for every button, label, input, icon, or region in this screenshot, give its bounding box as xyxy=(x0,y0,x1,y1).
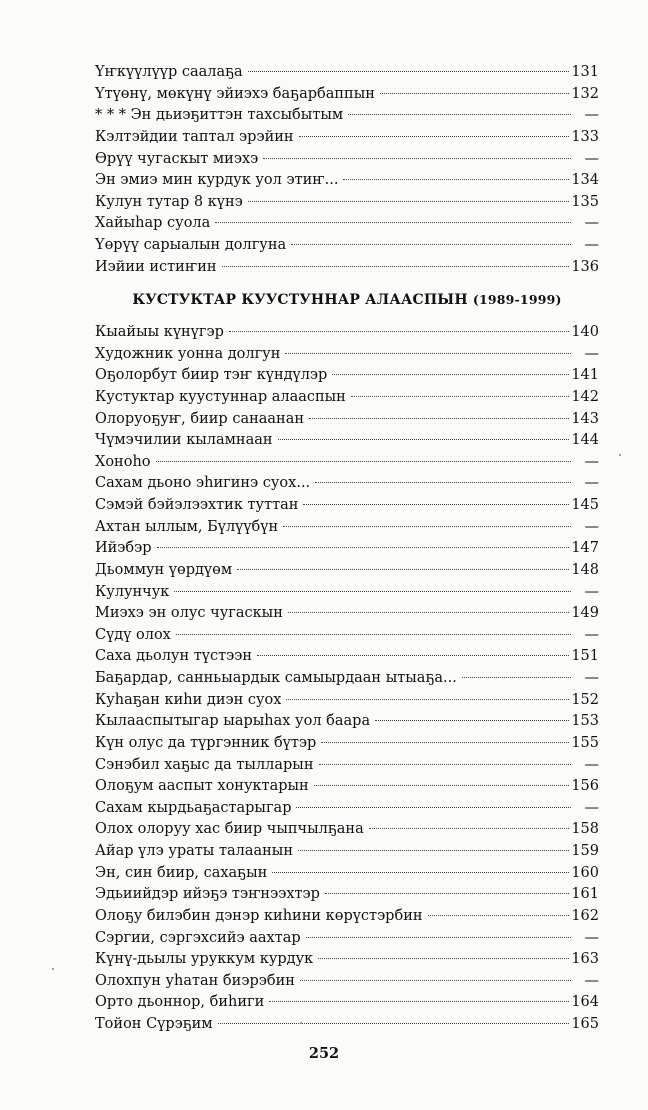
toc-entry-page: 165 xyxy=(571,1016,599,1032)
dot-leader xyxy=(288,612,569,613)
toc-entry xyxy=(95,322,599,344)
toc-list-part-2 xyxy=(95,322,599,1036)
toc-entry-page: 162 xyxy=(571,907,599,924)
toc-entry-title: Хайыһар суола xyxy=(95,215,211,232)
section-years: (1989-1999) xyxy=(472,292,562,307)
toc-entry xyxy=(95,798,599,820)
toc-entry-title: Кэлтэйдии таптал эрэйин xyxy=(95,128,294,145)
toc-entry-title: Сэргии, сэргэхсийэ аахтар xyxy=(95,929,301,946)
toc-entry-title: Күнү-дьылы уруккум курдук xyxy=(95,951,314,968)
page-number: 252 xyxy=(308,1045,340,1062)
dot-leader xyxy=(343,179,569,180)
dot-leader xyxy=(319,764,571,765)
toc-entry xyxy=(95,452,599,474)
dot-leader xyxy=(237,569,569,570)
toc-entry-page: — xyxy=(584,799,599,816)
toc-entry-title: Кустуктар куустуннар алааспын xyxy=(95,388,346,405)
dot-leader xyxy=(269,1001,569,1002)
toc-entry-title: Сахам дьоно эһигинэ суох... xyxy=(95,475,311,492)
toc-entry xyxy=(95,1014,599,1036)
toc-entry-title: Кулунчук xyxy=(95,583,170,600)
dot-leader xyxy=(380,93,569,94)
toc-entry-page: 158 xyxy=(571,821,599,838)
toc-entry-title: Саха дьолун түстээн xyxy=(95,648,253,665)
toc-entry-page: — xyxy=(584,237,599,253)
toc-entry-page: — xyxy=(584,972,599,989)
toc-entry-page: 164 xyxy=(571,994,599,1011)
dot-leader xyxy=(298,850,569,851)
section-title: КУСТУКТАР КУУСТУННАР АЛААСПЫН xyxy=(132,292,468,308)
toc-entry-page: 163 xyxy=(571,951,599,968)
dot-leader xyxy=(351,396,569,397)
toc-entry-title: Эн, син биир, сахаҕын xyxy=(95,864,268,881)
toc-entry-page: 135 xyxy=(571,193,599,210)
dot-leader xyxy=(309,418,569,419)
toc-entry-title: Олоҕум ааспыт хонуктарын xyxy=(95,778,309,795)
dot-leader xyxy=(296,807,571,808)
toc-entry-page: — xyxy=(584,215,599,232)
toc-entry-title: Сэнэбил хаҕыс да тылларын xyxy=(95,756,314,773)
toc-entry-title: * * * Эн дьиэҕиттэн тахсыбытым xyxy=(95,107,344,124)
toc-entry xyxy=(95,992,599,1014)
toc-entry xyxy=(95,668,599,690)
toc-entry xyxy=(95,62,599,84)
dot-leader xyxy=(315,482,571,483)
toc-entry-title: Олохпун уһатан биэрэбин xyxy=(95,972,295,989)
toc-entry xyxy=(95,192,599,214)
toc-entry-title: Үтүөнү, мөкүнү эйиэхэ баҕарбаппын xyxy=(95,85,375,102)
dot-leader xyxy=(375,720,569,721)
toc-entry xyxy=(95,863,599,885)
toc-entry xyxy=(95,819,599,841)
dot-leader xyxy=(321,742,569,743)
scan-speck xyxy=(300,1022,302,1024)
toc-entry-page: 131 xyxy=(571,64,599,80)
toc-entry xyxy=(95,711,599,733)
section-heading xyxy=(95,288,599,312)
toc-entry xyxy=(95,560,599,582)
toc-entry-title: Сэмэй бэйэлээхтик туттан xyxy=(95,497,299,513)
dot-leader xyxy=(348,114,571,115)
toc-entry-page: 141 xyxy=(571,367,599,384)
dot-leader xyxy=(248,71,570,72)
dot-leader xyxy=(156,461,571,462)
toc-entry-page: 147 xyxy=(571,540,599,557)
toc-entry xyxy=(95,105,599,127)
toc-entry-title: Миэхэ эн олус чугаскын xyxy=(95,605,283,622)
toc-entry-title: Дьоммун үөрдүөм xyxy=(95,561,233,578)
toc-entry-page: 136 xyxy=(571,258,599,275)
toc-entry-title: Иэйии истиҥин xyxy=(95,258,217,275)
toc-entry-title: Өрүү чугаскыт миэхэ xyxy=(95,150,259,167)
toc-list-part-1 xyxy=(95,62,599,278)
toc-entry-title: Сүдү олох xyxy=(95,626,171,643)
toc-entry-title: Тойон Сүрэҕим xyxy=(95,1016,213,1032)
toc-entry xyxy=(95,517,599,539)
toc-entry xyxy=(95,387,599,409)
toc-entry xyxy=(95,538,599,560)
toc-entry-page: 140 xyxy=(571,324,599,340)
toc-entry xyxy=(95,755,599,777)
toc-entry xyxy=(95,928,599,950)
toc-entry xyxy=(95,776,599,798)
toc-entry xyxy=(95,257,599,279)
toc-entry-page: 144 xyxy=(571,432,599,449)
dot-leader xyxy=(272,872,569,873)
toc-entry-page: 161 xyxy=(571,886,599,903)
toc-entry-page: — xyxy=(584,756,599,773)
toc-entry xyxy=(95,170,599,192)
toc-entry xyxy=(95,473,599,495)
toc-entry-page: — xyxy=(584,475,599,492)
toc-entry xyxy=(95,690,599,712)
dot-leader xyxy=(278,439,570,440)
toc-entry-page: 145 xyxy=(571,497,599,513)
toc-entry-page: — xyxy=(584,150,599,167)
toc-entry-title: Олох олоруу хас биир чыпчылҕана xyxy=(95,821,364,838)
toc-entry-title: Олоруоҕуҥ, биир санаанан xyxy=(95,410,305,427)
toc-entry-page: — xyxy=(584,929,599,946)
toc-entry xyxy=(95,213,599,235)
toc-entry xyxy=(95,430,599,452)
toc-entry xyxy=(95,971,599,993)
toc-entry xyxy=(95,127,599,149)
toc-entry-title: Куһаҕан киһи диэн суох xyxy=(95,691,282,708)
toc-entry-page: 132 xyxy=(571,85,599,102)
dot-leader xyxy=(286,699,569,700)
dot-leader xyxy=(157,547,570,548)
dot-leader xyxy=(283,526,571,527)
toc-entry-title: Хоноһо xyxy=(95,453,151,470)
toc-entry-page: — xyxy=(584,626,599,643)
toc-entry-page: 149 xyxy=(571,605,599,622)
dot-leader xyxy=(263,158,571,159)
toc-entry xyxy=(95,603,599,625)
toc-entry-page: 156 xyxy=(571,778,599,795)
toc-entry-page: 133 xyxy=(571,128,599,145)
toc-entry-page: 148 xyxy=(571,561,599,578)
dot-leader xyxy=(215,222,571,223)
dot-leader xyxy=(314,785,570,786)
toc-entry-page: 142 xyxy=(571,388,599,405)
toc-entry-page: — xyxy=(584,518,599,535)
toc-entry-page: 152 xyxy=(571,691,599,708)
toc-entry-title: Сахам кырдьаҕастарыгар xyxy=(95,799,292,816)
toc-entry xyxy=(95,646,599,668)
dot-leader xyxy=(218,1023,570,1024)
toc-entry-page: 155 xyxy=(571,734,599,751)
toc-entry xyxy=(95,841,599,863)
scan-speck xyxy=(52,968,54,970)
toc-entry-page: — xyxy=(584,670,599,686)
toc-entry-title: Баҕардар, санньыардык самыырдаан ытыаҕа... xyxy=(95,670,457,686)
toc-entry-page: 143 xyxy=(571,410,599,427)
toc-entry-page: — xyxy=(584,345,599,362)
toc-entry-title: Чүмэчилии кыламнаан xyxy=(95,432,273,449)
toc-entry-page: — xyxy=(584,107,599,124)
toc-entry xyxy=(95,733,599,755)
toc-entry xyxy=(95,84,599,106)
toc-entry-title: Кулун тутар 8 күнэ xyxy=(95,193,243,210)
dot-leader xyxy=(285,353,571,354)
toc-entry-title: Олоҕу билэбин дэнэр киһини көрүстэрбин xyxy=(95,907,423,924)
dot-leader xyxy=(303,504,569,505)
toc-entry-title: Оҕолорбут биир тэҥ күндүлэр xyxy=(95,367,328,384)
toc-entry xyxy=(95,235,599,257)
toc-entry-page: 159 xyxy=(571,843,599,859)
toc-entry xyxy=(95,409,599,431)
dot-leader xyxy=(462,677,571,678)
toc-entry xyxy=(95,582,599,604)
dot-leader xyxy=(291,244,571,245)
toc-entry-page: 153 xyxy=(571,713,599,730)
dot-leader xyxy=(428,915,570,916)
toc-entry xyxy=(95,625,599,647)
toc-entry-title: Күн олус да түргэнник бүтэр xyxy=(95,734,317,751)
toc-entry-page: — xyxy=(584,453,599,470)
dot-leader xyxy=(299,136,570,137)
dot-leader xyxy=(176,634,571,635)
dot-leader xyxy=(300,980,571,981)
toc-entry-title: Эн эмиэ мин курдук уол этиҥ... xyxy=(95,172,339,189)
dot-leader xyxy=(229,331,569,332)
scan-speck xyxy=(619,454,621,456)
dot-leader xyxy=(222,266,570,267)
dot-leader xyxy=(248,201,570,202)
dot-leader xyxy=(332,374,569,375)
toc-entry xyxy=(95,949,599,971)
dot-leader xyxy=(325,893,569,894)
toc-entry-page: — xyxy=(584,583,599,600)
toc-entry-page: 160 xyxy=(571,864,599,881)
toc-entry xyxy=(95,884,599,906)
toc-entry xyxy=(95,906,599,928)
dot-leader xyxy=(369,828,570,829)
toc-entry-title: Орто дьоннор, биһиги xyxy=(95,994,265,1011)
toc-entry-title: Үҥкүүлүүр саалаҕа xyxy=(95,64,243,80)
toc-entry xyxy=(95,495,599,517)
toc-entry xyxy=(95,149,599,171)
toc-entry-title: Художник уонна долгун xyxy=(95,345,281,362)
toc-entry-page: 134 xyxy=(571,172,599,189)
toc-entry-title: Эдьиийдэр ийэҕэ тэҥнээхтэр xyxy=(95,886,320,903)
dot-leader xyxy=(306,937,571,938)
dot-leader xyxy=(257,655,569,656)
toc-entry-title: Үөрүү сарыалын долгуна xyxy=(95,237,287,253)
toc-entry-title: Кылааспытыгар ыарыһах уол баара xyxy=(95,713,371,730)
dot-leader xyxy=(318,958,569,959)
toc-entry-title: Ахтан ыллым, Бүлүүбүн xyxy=(95,518,279,535)
toc-entry-title: Ийэбэр xyxy=(95,540,152,557)
toc-entry-title: Айар үлэ ураты талаанын xyxy=(95,843,293,859)
toc-entry-page: 151 xyxy=(571,648,599,665)
toc-entry-title: Кыайыы күнүгэр xyxy=(95,324,224,340)
dot-leader xyxy=(174,591,571,592)
toc-entry xyxy=(95,344,599,366)
toc-entry xyxy=(95,365,599,387)
